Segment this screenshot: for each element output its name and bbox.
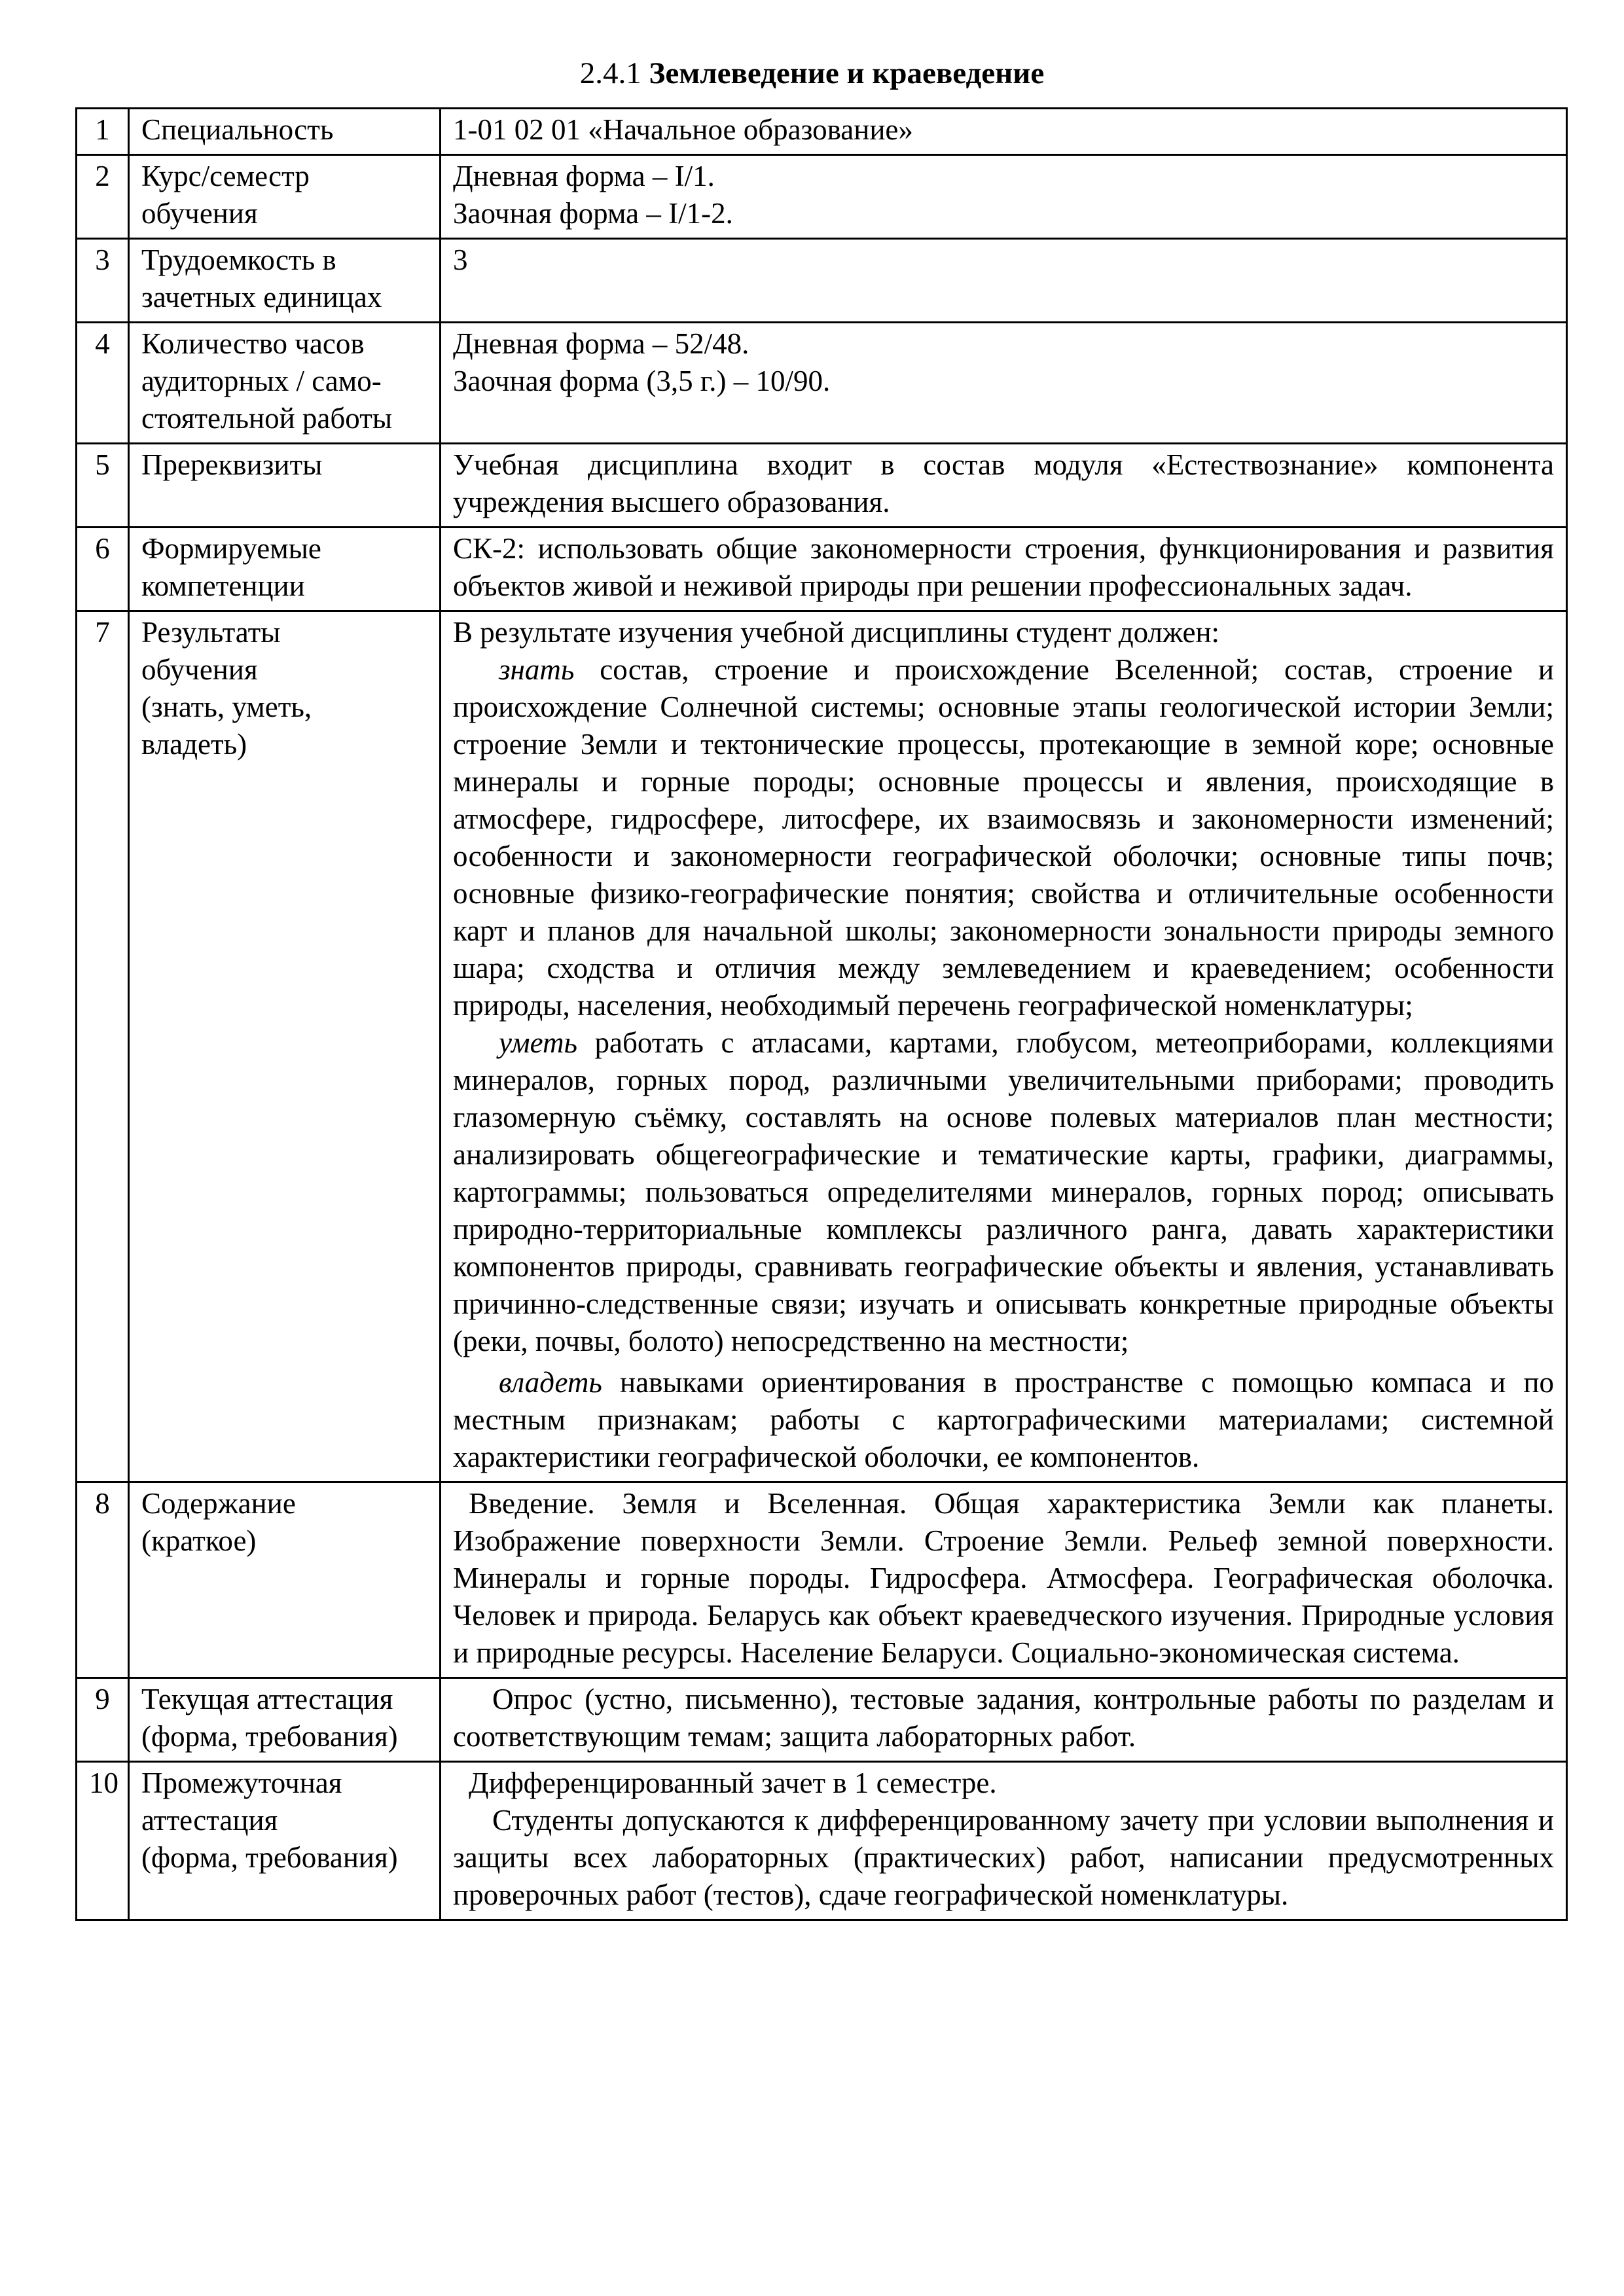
row-label <box>129 444 441 528</box>
row-content <box>441 239 1567 323</box>
content-paragraph: Опрос (устно, письменно), тестовые задания, контрольные работы по разделам и соответствующим темам; защита лабораторных работ. <box>453 1683 1554 1753</box>
row-label-line: Промежуточная <box>141 1767 342 1799</box>
row-number: 3 <box>77 239 129 323</box>
content-paragraph: СК-2: использовать общие закономерности строения, функционирования и развития объектов живой и неживой природы при решении профессиональных задач. <box>453 532 1554 602</box>
table-row <box>77 444 1567 528</box>
row-label-line: (краткое) <box>141 1524 257 1557</box>
row-label-line: аттестация <box>141 1804 278 1837</box>
table-row <box>77 109 1567 155</box>
content-line: Заочная форма – I/1-2. <box>453 197 733 230</box>
row-label-line: стоятельной работы <box>141 402 393 435</box>
content-line: Заочная форма (3,5 г.) – 10/90. <box>453 365 831 397</box>
table-row <box>77 239 1567 323</box>
row-label <box>129 239 441 323</box>
can-paragraph <box>453 1024 1554 1360</box>
row-label <box>129 155 441 239</box>
know-lead: знать <box>499 653 575 686</box>
section-number: 2.4.1 <box>579 56 641 90</box>
row-content <box>441 611 1567 1482</box>
row-label-line: (форма, требования) <box>141 1720 398 1753</box>
row-label-line: Специальность <box>141 113 334 146</box>
row-label <box>129 528 441 611</box>
table-row <box>77 1762 1567 1920</box>
table-row <box>77 528 1567 611</box>
row-label <box>129 1678 441 1762</box>
table-row <box>77 1482 1567 1678</box>
can-lead: уметь <box>499 1026 577 1059</box>
content-line: Дневная форма – I/1. <box>453 160 715 192</box>
row-number: 8 <box>77 1482 129 1678</box>
content-line: 1-01 02 01 «Начальное образование» <box>453 113 913 146</box>
row-content <box>441 1482 1567 1678</box>
row-label-line: (знать, уметь, <box>141 691 312 723</box>
row-number: 1 <box>77 109 129 155</box>
row-label-line: обучения <box>141 197 258 230</box>
row-number: 5 <box>77 444 129 528</box>
row-label <box>129 611 441 1482</box>
content-paragraph: Студенты допускаются к дифференцированному зачету при условии выполнения и защиты всех лабораторных (практических) работ, написании предусмотренных проверочных работ (тестов), сдаче географической номенклатуры. <box>453 1804 1554 1911</box>
own-lead: владеть <box>499 1366 602 1399</box>
row-number: 6 <box>77 528 129 611</box>
row-label-line: обучения <box>141 653 258 686</box>
row-label-line: (форма, требования) <box>141 1841 398 1874</box>
row-content <box>441 444 1567 528</box>
content-line: Дневная форма – 52/48. <box>453 327 749 360</box>
row-content <box>441 1762 1567 1920</box>
row-label-line: Пререквизиты <box>141 448 323 481</box>
table-row <box>77 323 1567 444</box>
row-label <box>129 323 441 444</box>
row-label-line: Содержание <box>141 1487 296 1520</box>
row-label-line: Курс/семестр <box>141 160 310 192</box>
section-title: Землеведение и краеведение <box>649 56 1045 90</box>
row-label-line: Трудоемкость в <box>141 243 336 276</box>
row-label-line: Текущая аттестация <box>141 1683 393 1715</box>
row-label <box>129 109 441 155</box>
row-label-line: компетенции <box>141 569 305 602</box>
row-number: 10 <box>77 1762 129 1920</box>
row-label <box>129 1482 441 1678</box>
own-text: навыками ориентирования в пространстве с помощью компаса и по местным признакам; работы с картографическими материалами; системной характеристики географической оболочки, ее компонентов. <box>453 1366 1554 1473</box>
row-label-line: Формируемые <box>141 532 321 565</box>
can-text: работать с атласами, картами, глобусом, метеоприборами, коллекциями минералов, горных пород, различными увеличительными приборами; проводить глазомерную съёмку, составлять на основе полевых материалов план местности; анализировать общегеографические и тематические карты, графики, диаграммы, картограммы; пользоваться определителями минералов, горных пород; описывать природно-территориальные комплексы различного ранга, давать характеристики компонентов природы, сравнивать географические объекты и явления, устанавливать причинно-следственные связи; изучать и описывать конкретные природные объекты (реки, почвы, болото) непосредственно на местности; <box>453 1026 1554 1357</box>
row-number: 2 <box>77 155 129 239</box>
table-row <box>77 611 1567 1482</box>
row-label <box>129 1762 441 1920</box>
section-heading <box>0 54 1624 93</box>
table-row <box>77 1678 1567 1762</box>
row-number: 7 <box>77 611 129 1482</box>
row-content <box>441 109 1567 155</box>
row-label-line: зачетных единицах <box>141 281 382 314</box>
know-text: состав, строение и происхождение Вселенной; состав, строение и происхождение Солнечной системы; основные этапы геологической истории Земли; строение Земли и тектонические процессы, протекающие в земной коре; основные минералы и горные породы; основные процессы и явления, происходящие в атмосфере, гидросфере, литосфере, их взаимосвязь и закономерности изменений; особенности и закономерности географической оболочки; основные типы почв; основные физико-географические понятия; свойства и отличительные особенности карт и планов для начальной школы; закономерности зональности природы земного шара; сходства и отличия между землеведением и краеведением; особенности природы, населения, необходимый перечень географической номенклатуры; <box>453 653 1554 1022</box>
table-row <box>77 155 1567 239</box>
content-line: 3 <box>453 243 468 276</box>
row-content <box>441 528 1567 611</box>
row-label-line: владеть) <box>141 728 247 761</box>
row-number: 4 <box>77 323 129 444</box>
results-intro: В результате изучения учебной дисциплины студент должен: <box>453 616 1220 649</box>
row-content <box>441 155 1567 239</box>
row-label-line: аудиторных / само- <box>141 365 382 397</box>
row-content <box>441 1678 1567 1762</box>
content-paragraph: Учебная дисциплина входит в состав модуля «Естествознание» компонента учреждения высшего образования. <box>453 448 1554 518</box>
row-label-line: Результаты <box>141 616 281 649</box>
know-paragraph <box>453 651 1554 1024</box>
row-number: 9 <box>77 1678 129 1762</box>
discipline-table <box>75 107 1568 1921</box>
own-paragraph <box>453 1364 1554 1476</box>
content-paragraph: Дифференцированный зачет в 1 семестре. <box>469 1767 997 1799</box>
content-paragraph: Введение. Земля и Вселенная. Общая характеристика Земли как планеты. Изображение поверхности Земли. Строение Земли. Рельеф земной поверхности. Минералы и горные породы. Гидросфера. Атмосфера. Географическая оболочка. Человек и природа. Беларусь как объект краеведческого изучения. Природные условия и природные ресурсы. Население Беларуси. Социально-экономическая система. <box>453 1487 1554 1669</box>
row-content <box>441 323 1567 444</box>
row-label-line: Количество часов <box>141 327 365 360</box>
